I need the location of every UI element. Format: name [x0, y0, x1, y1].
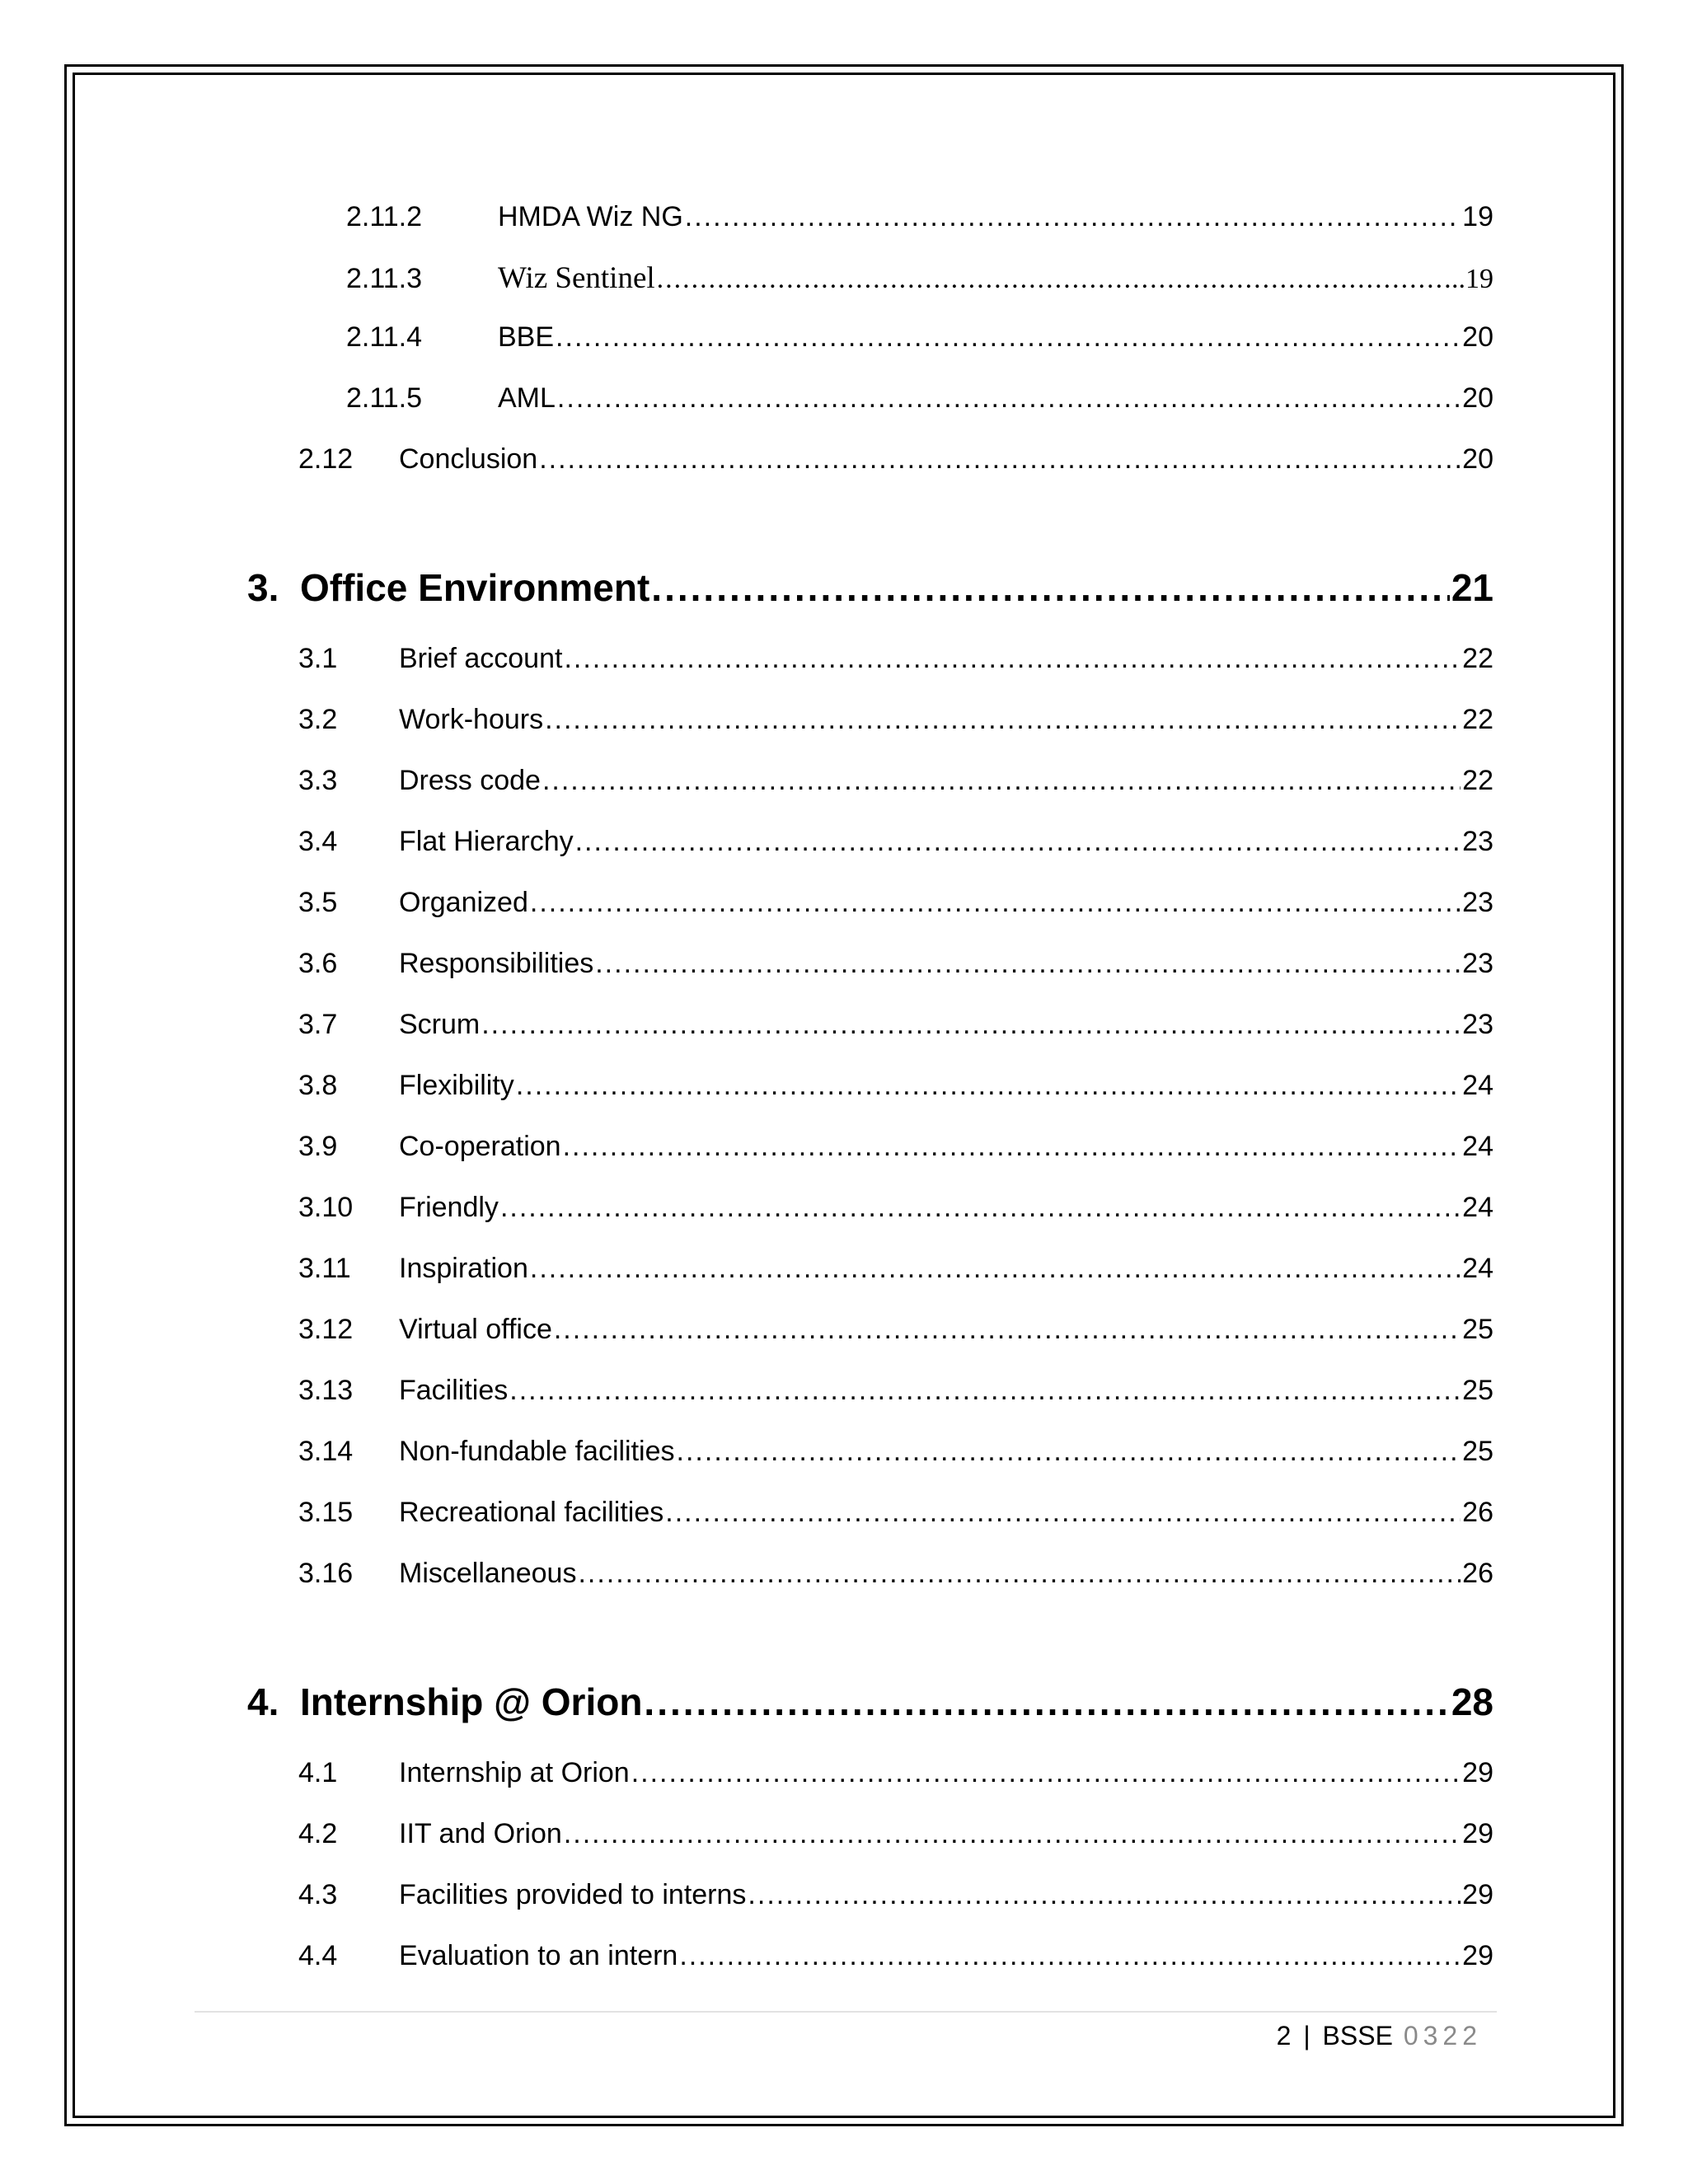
toc-chapter-number: 4.: [247, 1680, 279, 1723]
toc-entry-title: Facilities: [399, 1375, 509, 1406]
toc-entry-3-8[interactable]: [298, 1070, 1493, 1102]
toc-entry-number: 3.14: [298, 1436, 354, 1467]
toc-entry-page: 26: [1462, 1558, 1493, 1589]
toc-entry-page: 23: [1462, 1009, 1493, 1040]
toc-entry-number: 3.10: [298, 1192, 354, 1223]
toc-entry-title: IIT and Orion: [399, 1818, 562, 1849]
toc-entry-2-11-5[interactable]: [346, 382, 1493, 415]
toc-entry-page: 23: [1462, 826, 1493, 857]
toc-entry-title: AML: [498, 382, 556, 414]
toc-entry-title: Dress code: [399, 765, 541, 796]
toc-entry-3-16[interactable]: [298, 1558, 1493, 1590]
toc-entry-number: 3.11: [298, 1253, 351, 1284]
toc-dot-leader: [748, 1879, 1461, 1911]
toc-entry-number: 3.7: [298, 1009, 338, 1040]
footer-code-prefix: BSSE: [1322, 2021, 1393, 2050]
toc-dot-leader: [564, 643, 1461, 675]
toc-entry-number: 4.3: [298, 1879, 338, 1910]
toc-entry-3-12[interactable]: [298, 1314, 1493, 1346]
toc-entry-title: Recreational facilities: [399, 1497, 664, 1528]
toc-entry-page: 20: [1462, 382, 1493, 414]
toc-dot-leader: [631, 1757, 1461, 1789]
toc-entry-2-11-3[interactable]: [346, 260, 1493, 296]
toc-entry-number: 2.11.3: [346, 263, 423, 294]
toc-entry-title: Facilities provided to interns: [399, 1879, 747, 1910]
toc-entry-4-4[interactable]: [298, 1940, 1493, 1972]
toc-entry-number: 3.8: [298, 1070, 338, 1101]
toc-chapter-title: Office Environment: [300, 566, 650, 609]
page-footer: [1277, 2021, 1482, 2051]
toc-chapter-title: Internship @ Orion: [300, 1680, 643, 1723]
toc-entry-number: 3.12: [298, 1314, 354, 1345]
toc-entry-3-15[interactable]: [298, 1497, 1493, 1529]
toc-entry-title: Co-operation: [399, 1131, 561, 1162]
toc-entry-number: 3.2: [298, 704, 338, 735]
toc-entry-page: 23: [1462, 948, 1493, 979]
toc-entry-title: Scrum: [399, 1009, 481, 1040]
toc-entry-4-1[interactable]: [298, 1757, 1493, 1789]
toc-dot-leader: [545, 704, 1461, 736]
toc-entry-page: 20: [1462, 443, 1493, 475]
toc-entry-title: Organized: [399, 887, 528, 918]
toc-chapter-page: 28: [1451, 1680, 1493, 1723]
toc-dot-leader: [578, 1558, 1461, 1590]
toc-dot-leader: [556, 321, 1461, 354]
toc-entry-page: 25: [1462, 1375, 1493, 1406]
toc-entry-page: 29: [1462, 1940, 1493, 1971]
toc-entry-number: 2.11.5: [346, 382, 423, 414]
toc-entry-title: Conclusion: [399, 443, 538, 475]
toc-entry-number: 3.9: [298, 1131, 338, 1162]
toc-entry-number: 2.11.4: [346, 321, 423, 353]
toc-entry-page: 29: [1462, 1757, 1493, 1788]
footer-separator: |: [1303, 2021, 1311, 2050]
toc-dot-leader: [665, 1497, 1461, 1529]
toc-dot-leader: [509, 1375, 1461, 1407]
toc-entry-page: 24: [1462, 1131, 1493, 1162]
toc-entry-number: 2.11.2: [346, 201, 423, 232]
toc-entry-page: 19: [1462, 201, 1493, 232]
toc-dot-leader: [516, 1070, 1461, 1102]
toc-entry-3-14[interactable]: [298, 1436, 1493, 1468]
toc-entry-3-7[interactable]: [298, 1009, 1493, 1041]
toc-entry-title: Wiz Sentinel: [498, 261, 655, 295]
toc-entry-number: 3.16: [298, 1558, 354, 1589]
toc-entry-title: Non-fundable facilities: [399, 1436, 675, 1467]
toc-dot-leader: [564, 1818, 1461, 1850]
toc-entry-number: 3.15: [298, 1497, 354, 1528]
toc-entry-page: 26: [1462, 1497, 1493, 1528]
toc-entry-2-12[interactable]: [298, 443, 1493, 476]
toc-dot-leader: [677, 1436, 1461, 1468]
toc-entry-page: 24: [1462, 1192, 1493, 1223]
toc-entry-3-9[interactable]: [298, 1131, 1493, 1163]
toc-entry-number: 4.1: [298, 1757, 338, 1788]
toc-dot-leader: [651, 565, 1450, 610]
toc-entry-title: BBE: [498, 321, 555, 353]
toc-entry-number: 3.5: [298, 887, 338, 918]
toc-dot-leader: [542, 765, 1461, 797]
toc-entry-title: Brief account: [399, 643, 563, 674]
toc-entry-title: Flexibility: [399, 1070, 514, 1101]
toc-entry-page: 24: [1462, 1253, 1493, 1284]
toc-entry-3-10[interactable]: [298, 1192, 1493, 1224]
toc-entry-number: 2.12: [298, 443, 354, 475]
footer-divider: [195, 2011, 1497, 2013]
toc-dot-leader: [530, 1253, 1461, 1285]
footer-code-suffix: 0322: [1403, 2021, 1482, 2050]
toc-chapter-4[interactable]: [247, 1680, 1493, 1724]
toc-dot-leader: [500, 1192, 1461, 1224]
toc-entry-3-2[interactable]: [298, 704, 1493, 736]
toc-entry-3-5[interactable]: [298, 887, 1493, 919]
toc-entry-page: 25: [1462, 1436, 1493, 1467]
toc-entry-3-11[interactable]: [298, 1253, 1493, 1285]
toc-entry-number: 3.13: [298, 1375, 354, 1406]
toc-entry-4-2[interactable]: [298, 1818, 1493, 1850]
toc-entry-page: 22: [1462, 765, 1493, 796]
toc-chapter-number: 3.: [247, 566, 279, 609]
toc-dot-leader: [644, 1680, 1449, 1724]
toc-dot-leader: [575, 826, 1461, 858]
toc-entry-number: 3.3: [298, 765, 338, 796]
toc-entry-4-3[interactable]: [298, 1879, 1493, 1911]
toc-entry-title: HMDA Wiz NG: [498, 201, 683, 232]
toc-dot-leader: [557, 382, 1461, 415]
toc-dot-leader: [539, 443, 1461, 476]
toc-entry-number: 3.6: [298, 948, 338, 979]
toc-entry-page: 20: [1462, 321, 1493, 353]
toc-dot-leader: [530, 887, 1461, 919]
toc-dot-leader: [481, 1009, 1461, 1041]
toc-entry-number: 3.1: [298, 643, 338, 674]
toc-entry-page: 29: [1462, 1818, 1493, 1849]
toc-entry-title: Friendly: [399, 1192, 499, 1223]
toc-dot-leader: [685, 201, 1461, 233]
toc-entry-3-6[interactable]: [298, 948, 1493, 980]
toc-entry-3-4[interactable]: [298, 826, 1493, 858]
toc-entry-number: 3.4: [298, 826, 338, 857]
toc-entry-title: Responsibilities: [399, 948, 594, 979]
toc-entry-title: Evaluation to an intern: [399, 1940, 678, 1971]
toc-entry-page: ..19: [1451, 264, 1493, 294]
toc-dot-leader: [563, 1131, 1461, 1163]
toc-entry-title: Flat Hierarchy: [399, 826, 574, 857]
toc-entry-page: 22: [1462, 643, 1493, 674]
toc-entry-number: 4.4: [298, 1940, 338, 1971]
toc-entry-page: 24: [1462, 1070, 1493, 1101]
toc-entry-3-3[interactable]: [298, 765, 1493, 797]
toc-dot-leader: [554, 1314, 1461, 1346]
toc-dot-leader: [595, 948, 1461, 980]
toc-entry-title: Inspiration: [399, 1253, 528, 1284]
toc-entry-page: 25: [1462, 1314, 1493, 1345]
toc-entry-3-1[interactable]: [298, 643, 1493, 675]
toc-entry-title: Virtual office: [399, 1314, 552, 1345]
footer-page-number: 2: [1276, 2021, 1292, 2050]
toc-entry-page: 23: [1462, 887, 1493, 918]
toc-dot-leader: [679, 1940, 1461, 1972]
toc-entry-number: 4.2: [298, 1818, 338, 1849]
toc-entry-title: Work-hours: [399, 704, 544, 735]
toc-chapter-3[interactable]: [247, 565, 1493, 610]
toc-entry-3-13[interactable]: [298, 1375, 1493, 1407]
toc-chapter-page: 21: [1451, 566, 1493, 609]
toc-entry-2-11-2[interactable]: [346, 201, 1493, 233]
toc-dot-leader: [657, 264, 1450, 295]
toc-entry-title: Internship at Orion: [399, 1757, 630, 1788]
toc-entry-page: 22: [1462, 704, 1493, 735]
toc-entry-2-11-4[interactable]: [346, 321, 1493, 354]
toc-entry-title: Miscellaneous: [399, 1558, 577, 1589]
toc-entry-page: 29: [1462, 1879, 1493, 1910]
